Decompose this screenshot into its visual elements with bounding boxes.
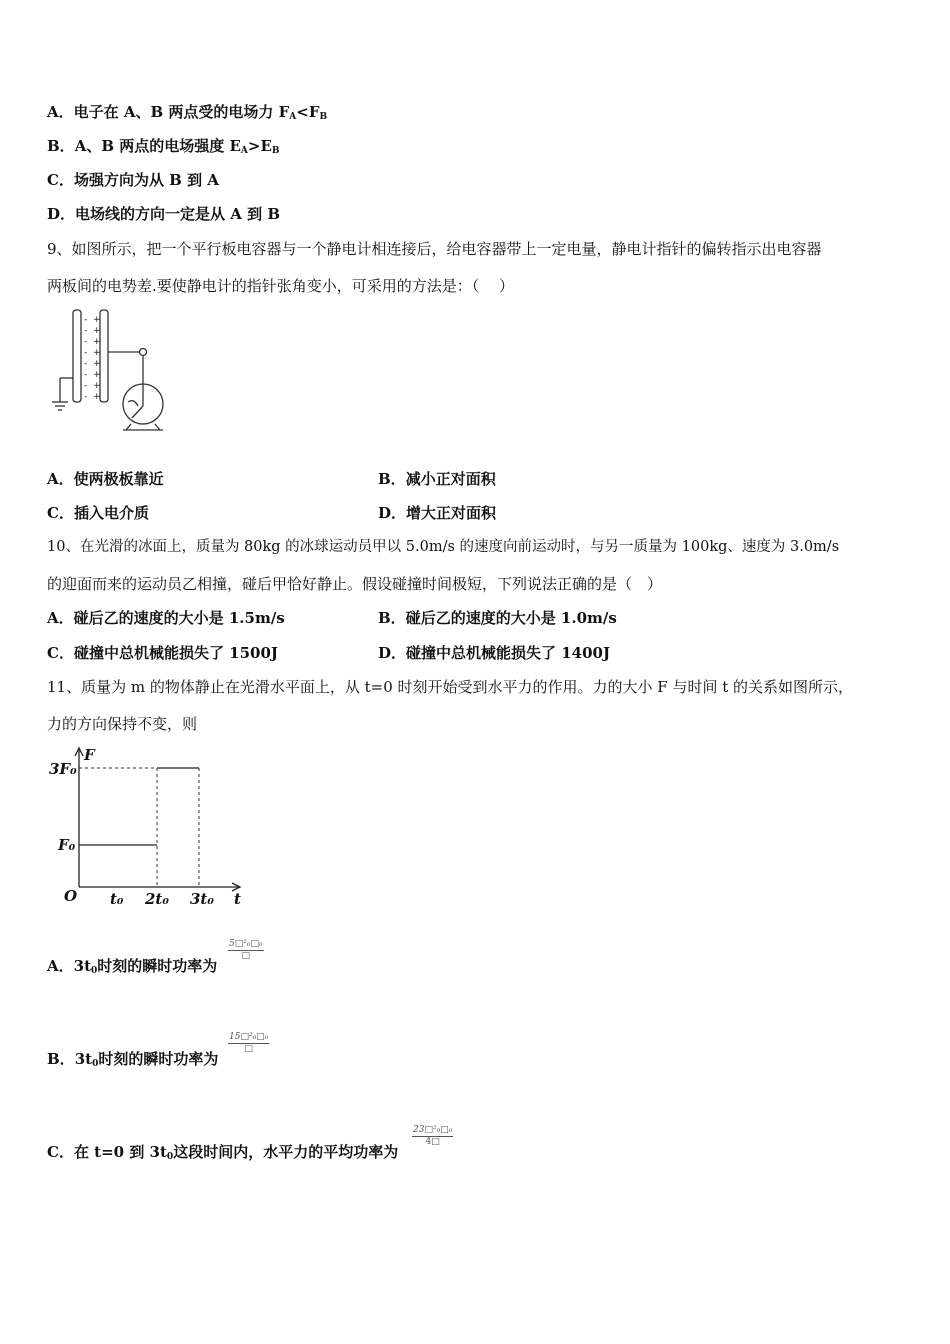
svg-text:+: + [93,326,101,336]
svg-text:-: - [84,359,88,369]
q9-option-c: C．插入电介质 [47,504,149,522]
q9-option-b: B．减小正对面积 [378,470,496,488]
q8-option-d: D．电场线的方向一定是从 A 到 B [47,205,280,223]
q10-option-d: D．碰撞中总机械能损失了 1400J [378,644,611,662]
q10-option-a: A．碰后乙的速度的大小是 1.5m/s [47,609,285,627]
q11-option-c-fraction: $\frac{\text{23□²₀□₀}}{4□}$ [413,1125,453,1147]
svg-text:+: + [93,359,101,369]
q10-option-b: B．碰后乙的速度的大小是 1.0m/s [378,609,617,627]
svg-text:+: + [93,381,101,391]
svg-text:-: - [84,370,88,380]
capacitor-electrometer-figure [48,306,168,436]
q11-option-a-fraction: 5□²₀□₀ □ [229,939,263,961]
svg-text:-: - [84,381,88,391]
svg-text:-: - [84,392,88,402]
svg-text:-: - [84,315,88,325]
q9-stem-line2: 两板间的电势差.要使静电计的指针张角变小，可采用的方法是：（ ） [47,277,515,295]
y-axis-label: F [84,746,95,764]
q8-option-b: B．A、B 两点的电场强度 $E_A>E_B$ [47,137,280,156]
svg-text:+: + [93,315,101,325]
origin-label: O [64,887,78,905]
q11-option-b: B．$3t_0$时刻的瞬时功率为 [47,1050,219,1069]
q11-option-c: C．在 t=0 到 $3t_0$这段时间内，水平力的平均功率为 [47,1143,399,1162]
q10-stem-line1: 10、在光滑的冰面上，质量为 80kg 的冰球运动员甲以 5.0m/s 的速度向前运动时，与另一质量为 100kg、速度为 3.0m/s [47,539,840,555]
q9-option-a: A．使两极板靠近 [47,470,164,488]
x-tick-2t0: 2t₀ [145,890,169,908]
y-tick-3f0: 3F₀ [49,760,77,778]
q11-option-a: A．$3t_0$时刻的瞬时功率为 [47,957,218,976]
q9-option-d: D．增大正对面积 [378,504,497,522]
q11-option-b-fraction: 15□²₀□₀ □ [229,1032,269,1054]
q8-option-a: A．电子在 A、B 两点受的电场力 $F_A<F_B$ [47,103,328,122]
q11-stem-line1: 11、质量为 m 的物体静止在光滑水平面上，从 t=0 时刻开始受到水平力的作用。力的大小 F 与时间 t 的关系如图所示， [47,678,854,696]
q11-stem-line2: 力的方向保持不变，则 [47,715,198,733]
force-time-graph [44,744,254,914]
svg-text:+: + [93,370,101,380]
svg-text:-: - [84,348,88,358]
x-axis-label: t [234,890,241,908]
q10-stem-line2: 的迎面而来的运动员乙相撞，碰后甲恰好静止。假设碰撞时间极短，下列说法正确的是（ ） [47,575,663,593]
svg-text:+: + [93,337,101,347]
svg-text:-: - [84,326,88,336]
x-tick-t0: t₀ [110,890,124,908]
q10-option-c: C．碰撞中总机械能损失了 1500J [47,644,279,662]
svg-text:-: - [84,337,88,347]
y-tick-f0: F₀ [58,836,76,854]
x-tick-3t0: 3t₀ [190,890,214,908]
q8-option-c: C．场强方向为从 B 到 A [47,171,219,189]
q9-stem-line1: 9、如图所示，把一个平行板电容器与一个静电计相连接后，给电容器带上一定电量，静电计指针的偏转指示出电容器 [47,240,822,258]
svg-text:+: + [93,348,101,358]
svg-text:+: + [93,392,101,402]
